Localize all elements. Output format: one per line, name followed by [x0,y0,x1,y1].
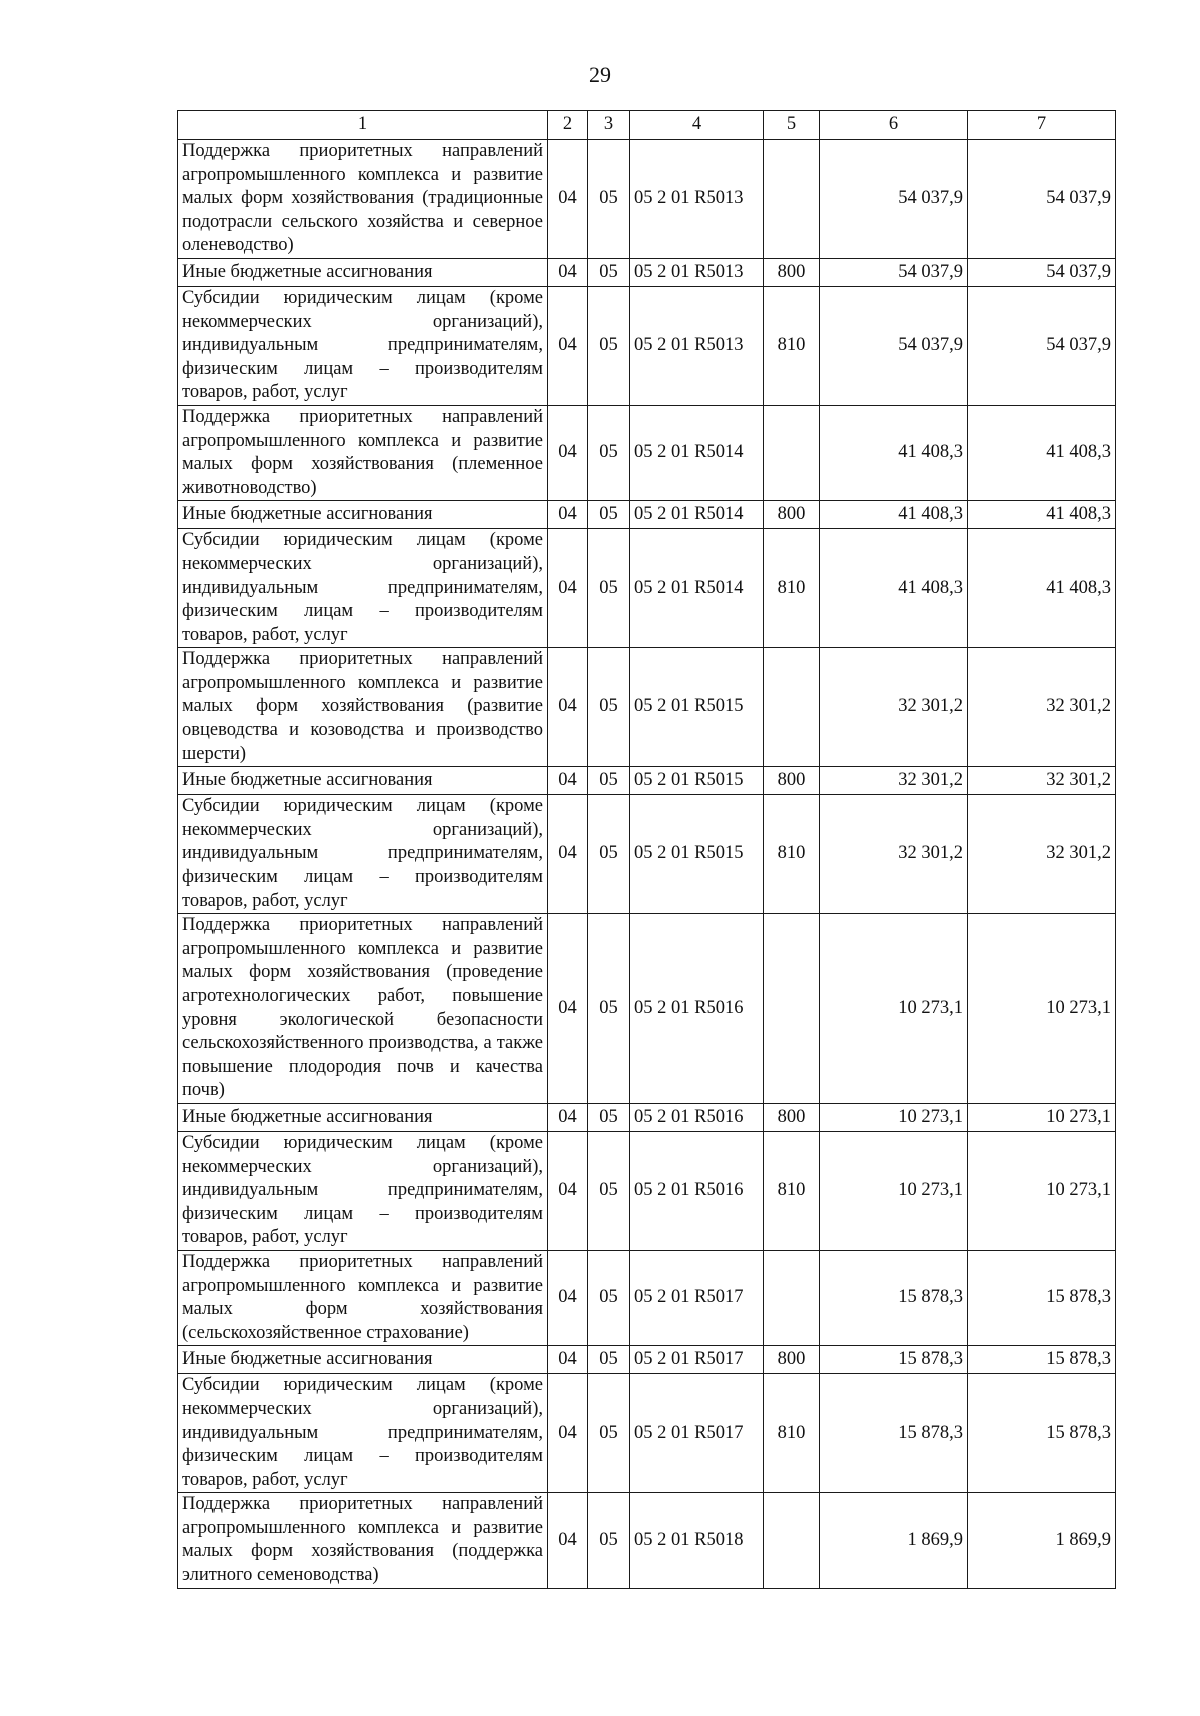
target-article-cell: 05 2 01 R5013 [630,258,764,286]
expense-type-cell: 810 [764,529,820,648]
section-code-cell: 04 [548,258,588,286]
expense-type-cell: 810 [764,286,820,405]
amount-cell: 10 273,1 [820,914,968,1104]
section-code-cell: 04 [548,914,588,1104]
table-row [178,1493,1116,1588]
amount-cell: 41 408,3 [968,405,1116,500]
expense-type-cell: 800 [764,1346,820,1374]
amount-cell: 54 037,9 [968,258,1116,286]
table-row [178,286,1116,405]
amount-cell: 41 408,3 [968,529,1116,648]
section-code-cell: 04 [548,1374,588,1493]
subsection-code-cell: 05 [588,501,630,529]
target-article-cell: 05 2 01 R5018 [630,1493,764,1588]
subsection-code-cell: 05 [588,648,630,767]
amount-cell: 54 037,9 [820,258,968,286]
amount-cell: 10 273,1 [968,914,1116,1104]
expense-type-cell [764,1493,820,1588]
section-code-cell: 04 [548,795,588,914]
expense-type-cell [764,140,820,259]
table-row [178,140,1116,259]
amount-cell: 15 878,3 [968,1250,1116,1345]
row-name-cell: Иные бюджетные ассигнования [178,501,548,529]
subsection-code-cell: 05 [588,286,630,405]
amount-cell: 54 037,9 [968,286,1116,405]
subsection-code-cell: 05 [588,258,630,286]
row-name-cell: Поддержка приоритетных направлений агропромышленного комплекса и развитие малых форм хозяйствования (развитие овцеводства и козоводства и производство шерсти) [178,648,548,767]
amount-cell: 10 273,1 [968,1103,1116,1131]
column-header-3: 3 [588,111,630,140]
row-name-cell: Иные бюджетные ассигнования [178,258,548,286]
expense-type-cell: 800 [764,258,820,286]
table-row [178,501,1116,529]
amount-cell: 15 878,3 [820,1346,968,1374]
table-row [178,795,1116,914]
subsection-code-cell: 05 [588,1346,630,1374]
row-name-cell: Иные бюджетные ассигнования [178,1103,548,1131]
target-article-cell: 05 2 01 R5016 [630,1131,764,1250]
amount-cell: 15 878,3 [820,1250,968,1345]
expense-type-cell: 810 [764,1374,820,1493]
target-article-cell: 05 2 01 R5015 [630,795,764,914]
section-code-cell: 04 [548,501,588,529]
table-row [178,258,1116,286]
expense-type-cell: 800 [764,501,820,529]
column-header-1: 1 [178,111,548,140]
amount-cell: 32 301,2 [820,648,968,767]
subsection-code-cell: 05 [588,1250,630,1345]
target-article-cell: 05 2 01 R5017 [630,1346,764,1374]
table-row [178,1103,1116,1131]
subsection-code-cell: 05 [588,1131,630,1250]
column-header-7: 7 [968,111,1116,140]
section-code-cell: 04 [548,529,588,648]
amount-cell: 32 301,2 [968,648,1116,767]
table-body [178,140,1116,1589]
subsection-code-cell: 05 [588,767,630,795]
target-article-cell: 05 2 01 R5017 [630,1374,764,1493]
table-row [178,1374,1116,1493]
subsection-code-cell: 05 [588,795,630,914]
section-code-cell: 04 [548,1346,588,1374]
row-name-cell: Иные бюджетные ассигнования [178,1346,548,1374]
amount-cell: 32 301,2 [820,767,968,795]
amount-cell: 41 408,3 [820,501,968,529]
row-name-cell: Субсидии юридическим лицам (кроме некоммерческих организаций), индивидуальным предпринимателям, физическим лицам – производителям товаров, работ, услуг [178,529,548,648]
amount-cell: 10 273,1 [968,1131,1116,1250]
section-code-cell: 04 [548,1493,588,1588]
table-row [178,529,1116,648]
amount-cell: 32 301,2 [820,795,968,914]
row-name-cell: Поддержка приоритетных направлений агропромышленного комплекса и развитие малых форм хозяйствования (племенное животноводство) [178,405,548,500]
target-article-cell: 05 2 01 R5014 [630,501,764,529]
row-name-cell: Субсидии юридическим лицам (кроме некоммерческих организаций), индивидуальным предпринимателям, физическим лицам – производителям товаров, работ, услуг [178,1374,548,1493]
row-name-cell: Субсидии юридическим лицам (кроме некоммерческих организаций), индивидуальным предпринимателям, физическим лицам – производителям товаров, работ, услуг [178,795,548,914]
budget-table [177,110,1116,1589]
table-row [178,405,1116,500]
amount-cell: 41 408,3 [820,529,968,648]
subsection-code-cell: 05 [588,405,630,500]
table-row [178,648,1116,767]
amount-cell: 15 878,3 [968,1374,1116,1493]
column-header-2: 2 [548,111,588,140]
expense-type-cell: 800 [764,1103,820,1131]
section-code-cell: 04 [548,286,588,405]
expense-type-cell [764,1250,820,1345]
row-name-cell: Субсидии юридическим лицам (кроме некоммерческих организаций), индивидуальным предпринимателям, физическим лицам – производителям товаров, работ, услуг [178,1131,548,1250]
table-row [178,1346,1116,1374]
column-header-4: 4 [630,111,764,140]
amount-cell: 32 301,2 [968,767,1116,795]
section-code-cell: 04 [548,1131,588,1250]
section-code-cell: 04 [548,767,588,795]
target-article-cell: 05 2 01 R5015 [630,648,764,767]
target-article-cell: 05 2 01 R5017 [630,1250,764,1345]
amount-cell: 54 037,9 [820,286,968,405]
amount-cell: 15 878,3 [820,1374,968,1493]
amount-cell: 15 878,3 [968,1346,1116,1374]
target-article-cell: 05 2 01 R5016 [630,1103,764,1131]
table-row [178,1250,1116,1345]
row-name-cell: Поддержка приоритетных направлений агропромышленного комплекса и развитие малых форм хозяйствования (традиционные подотрасли сельского хозяйства и северное оленеводство) [178,140,548,259]
table-row [178,1131,1116,1250]
expense-type-cell [764,648,820,767]
amount-cell: 1 869,9 [968,1493,1116,1588]
expense-type-cell: 810 [764,795,820,914]
row-name-cell: Субсидии юридическим лицам (кроме некоммерческих организаций), индивидуальным предпринимателям, физическим лицам – производителям товаров, работ, услуг [178,286,548,405]
table-row [178,767,1116,795]
target-article-cell: 05 2 01 R5016 [630,914,764,1104]
target-article-cell: 05 2 01 R5014 [630,405,764,500]
amount-cell: 41 408,3 [968,501,1116,529]
target-article-cell: 05 2 01 R5013 [630,140,764,259]
amount-cell: 10 273,1 [820,1103,968,1131]
expense-type-cell: 800 [764,767,820,795]
target-article-cell: 05 2 01 R5015 [630,767,764,795]
section-code-cell: 04 [548,405,588,500]
target-article-cell: 05 2 01 R5014 [630,529,764,648]
amount-cell: 32 301,2 [968,795,1116,914]
subsection-code-cell: 05 [588,1374,630,1493]
amount-cell: 10 273,1 [820,1131,968,1250]
subsection-code-cell: 05 [588,914,630,1104]
section-code-cell: 04 [548,1103,588,1131]
expense-type-cell [764,914,820,1104]
row-name-cell: Поддержка приоритетных направлений агропромышленного комплекса и развитие малых форм хозяйствования (сельскохозяйственное страхование) [178,1250,548,1345]
section-code-cell: 04 [548,648,588,767]
subsection-code-cell: 05 [588,1103,630,1131]
subsection-code-cell: 05 [588,1493,630,1588]
page-number: 29 [589,62,611,87]
table-header [178,111,1116,140]
amount-cell: 41 408,3 [820,405,968,500]
section-code-cell: 04 [548,1250,588,1345]
expense-type-cell: 810 [764,1131,820,1250]
row-name-cell: Поддержка приоритетных направлений агропромышленного комплекса и развитие малых форм хозяйствования (поддержка элитного семеноводства) [178,1493,548,1588]
expense-type-cell [764,405,820,500]
table-row [178,914,1116,1104]
section-code-cell: 04 [548,140,588,259]
column-header-6: 6 [820,111,968,140]
amount-cell: 54 037,9 [820,140,968,259]
subsection-code-cell: 05 [588,529,630,648]
row-name-cell: Поддержка приоритетных направлений агропромышленного комплекса и развитие малых форм хозяйствования (проведение агротехнологических работ, повышение уровня экологической безопасности сельскохозяйственного производства, а также повышение плодородия почв и качества почв) [178,914,548,1104]
amount-cell: 54 037,9 [968,140,1116,259]
row-name-cell: Иные бюджетные ассигнования [178,767,548,795]
column-header-5: 5 [764,111,820,140]
subsection-code-cell: 05 [588,140,630,259]
amount-cell: 1 869,9 [820,1493,968,1588]
target-article-cell: 05 2 01 R5013 [630,286,764,405]
